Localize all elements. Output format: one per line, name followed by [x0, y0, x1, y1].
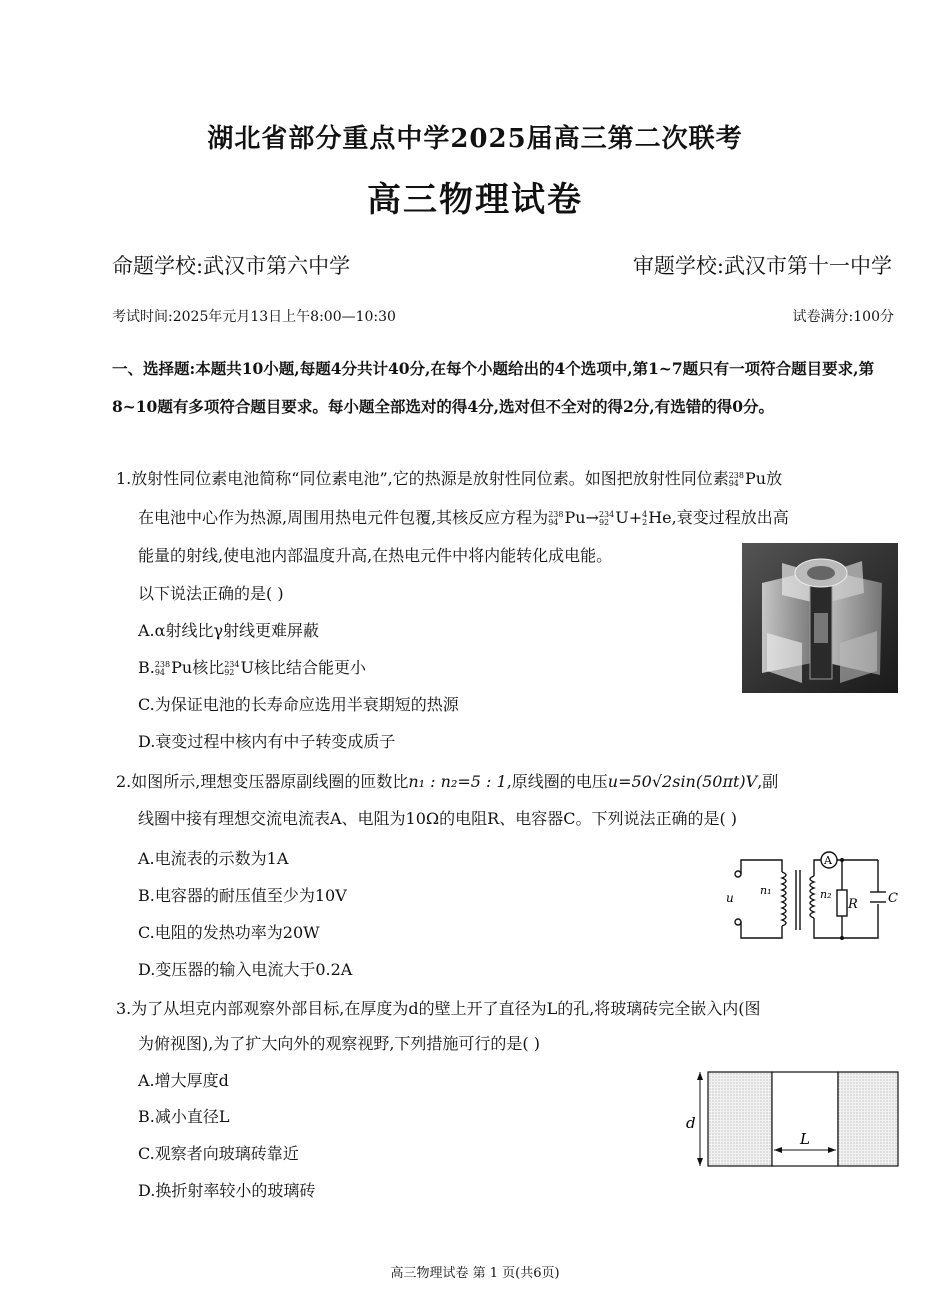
- q3-option-b: B.减小直径L: [138, 1107, 230, 1126]
- q3-line2: 为俯视图),为了扩大向外的观察视野,下列措施可行的是( ): [138, 1034, 540, 1053]
- label-n2: n₂: [820, 888, 832, 901]
- exam-title: 湖北省部分重点中学2025届高三第二次联考: [207, 124, 743, 154]
- q1-line3: 能量的射线,使电池内部温度升高,在热电元件中将内能转化成电能。: [138, 546, 613, 565]
- label-L: L: [800, 1130, 810, 1148]
- section-instructions: 一、选择题:本题共10小题,每题4分共计40分,在每个小题给出的4个选项中,第1~7题只有一项符合题目要求,第8~10题有多项符合题目要求。每小题全部选对的得4分,选对但不全对的得2分,有选错的得0分。: [112, 359, 875, 416]
- full-score: 试卷满分:100分: [792, 309, 894, 325]
- q1-line1: 1.放射性同位素电池简称“同位素电池”,它的热源是放射性同位素。如图把放射性同位素 238 94 Pu放: [116, 469, 783, 488]
- exam-time: 考试时间:2025年元月13日上午8:00—10:30: [112, 309, 396, 325]
- label-d: d: [686, 1114, 696, 1132]
- q2-line1: 2.如图所示,理想变压器原副线圈的匝数比n₁ : n₂=5 : 1,原线圈的电压u=50√2sin(50πt)V,副: [116, 772, 779, 791]
- battery-photo: [742, 543, 898, 693]
- pu-nuclide: 238 94: [728, 470, 744, 488]
- turns-ratio: n₁ : n₂=5 : 1: [408, 772, 507, 791]
- label-C: C: [888, 891, 898, 906]
- glass-block-figure: [682, 1070, 902, 1170]
- q1-option-b: B. 238 94 Pu核比 234 92 U核比结合能更小: [138, 658, 366, 677]
- q1-stem: 以下说法正确的是( ): [138, 584, 284, 603]
- q2-option-b: B.电容器的耐压值至少为10V: [138, 886, 347, 905]
- q1-option-d: D.衰变过程中核内有中子转变成质子: [138, 732, 396, 751]
- q3-line1: 3.为了从坦克内部观察外部目标,在厚度为d的壁上开了直径为L的孔,将玻璃砖完全嵌入内(图: [116, 999, 761, 1018]
- label-n1: n₁: [760, 884, 772, 897]
- q1-option-c: C.为保证电池的长寿命应选用半衰期短的热源: [138, 695, 459, 714]
- label-u: u: [726, 891, 734, 905]
- q2-option-d: D.变压器的输入电流大于0.2A: [138, 960, 353, 979]
- q2-option-a: A.电流表的示数为1A: [138, 849, 289, 868]
- label-R: R: [848, 897, 858, 912]
- voltage-expression: u=50√2sin(50πt)V: [607, 772, 758, 791]
- q3-option-c: C.观察者向玻璃砖靠近: [138, 1144, 299, 1163]
- q3-option-d: D.换折射率较小的玻璃砖: [138, 1181, 316, 1200]
- q2-line2: 线圈中接有理想交流电流表A、电阻为10Ω的电阻R、电容器C。下列说法正确的是( ): [138, 809, 738, 828]
- page-footer: 高三物理试卷 第 1 页(共6页): [390, 1266, 560, 1281]
- proposer-school: 命题学校:武汉市第六中学: [112, 254, 351, 278]
- q1-option-a: A.α射线比γ射线更难屏蔽: [138, 621, 320, 640]
- q2-option-c: C.电阻的发热功率为20W: [138, 923, 320, 942]
- q1-line2: 在电池中心作为热源,周围用热电元件包覆,其核反应方程为 238 94 Pu→ 234 92 U+ 4 2 He,衰变过程放出高: [138, 508, 789, 527]
- ammeter-label: A: [824, 854, 832, 867]
- transformer-circuit: [722, 846, 902, 950]
- reviewer-school: 审题学校:武汉市第十一中学: [632, 254, 892, 278]
- q3-option-a: A.增大厚度d: [138, 1071, 229, 1090]
- exam-subtitle: 高三物理试卷: [367, 180, 583, 220]
